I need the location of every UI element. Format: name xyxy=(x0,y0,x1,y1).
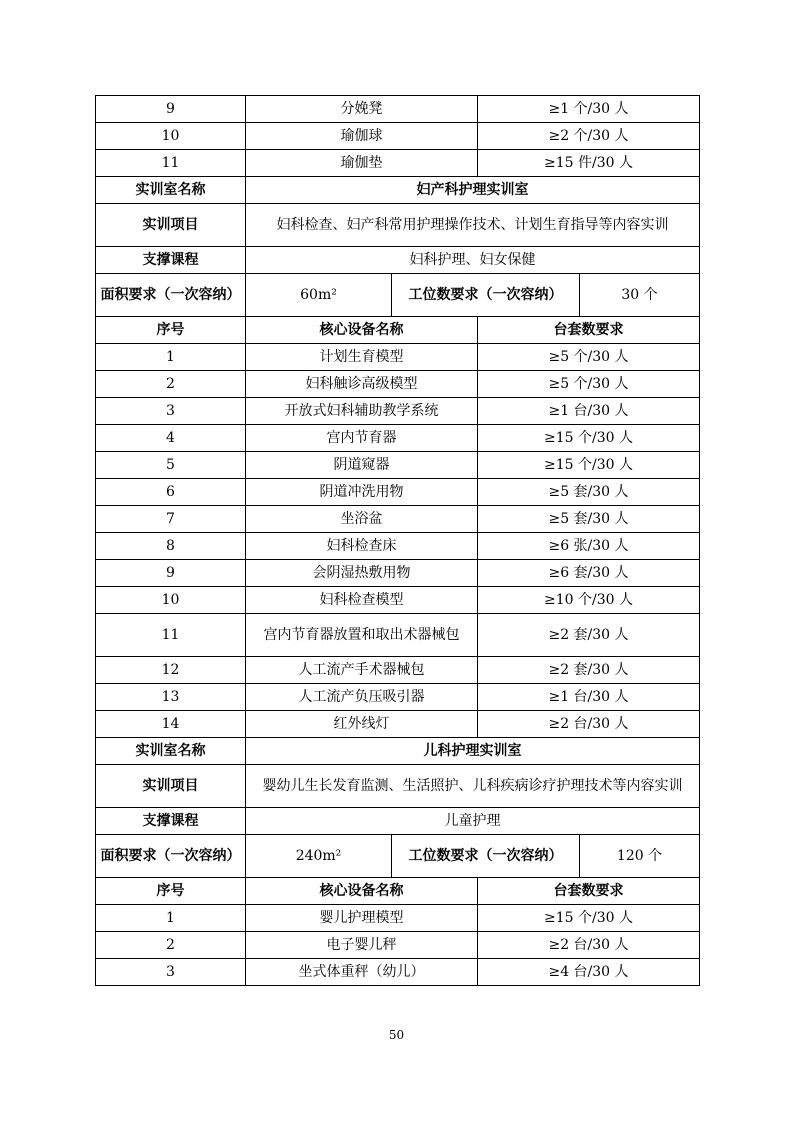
cell-qty: ≥5 个/30 人 xyxy=(478,371,700,398)
cell-device: 瑜伽垫 xyxy=(246,150,478,177)
cell-device: 瑜伽球 xyxy=(246,123,478,150)
cell-no: 3 xyxy=(96,959,246,986)
cell-device: 阴道窥器 xyxy=(246,452,478,479)
cell-qty: ≥5 个/30 人 xyxy=(478,344,700,371)
cell-no: 10 xyxy=(96,587,246,614)
area-row xyxy=(96,274,700,317)
cell-qty: ≥1 台/30 人 xyxy=(478,398,700,425)
cell-no: 5 xyxy=(96,452,246,479)
table-row xyxy=(96,371,700,398)
room-name-value: 妇产科护理实训室 xyxy=(246,177,700,204)
cell-qty: ≥5 套/30 人 xyxy=(478,479,700,506)
cell-no: 9 xyxy=(96,560,246,587)
cell-no: 1 xyxy=(96,905,246,932)
cell-qty: ≥5 套/30 人 xyxy=(478,506,700,533)
cell-device: 人工流产负压吸引器 xyxy=(246,684,478,711)
col-device-header: 核心设备名称 xyxy=(246,317,478,344)
table-row xyxy=(96,479,700,506)
workstation-label: 工位数要求（一次容纳） xyxy=(392,274,580,317)
table-row xyxy=(96,150,700,177)
header-row xyxy=(96,878,700,905)
cell-qty: ≥15 个/30 人 xyxy=(478,425,700,452)
cell-device: 妇科检查床 xyxy=(246,533,478,560)
cell-qty: ≥4 台/30 人 xyxy=(478,959,700,986)
project-row xyxy=(96,204,700,247)
cell-no: 8 xyxy=(96,533,246,560)
cell-device: 计划生育模型 xyxy=(246,344,478,371)
cell-device: 坐浴盆 xyxy=(246,506,478,533)
equipment-table xyxy=(95,95,700,986)
cell-no: 14 xyxy=(96,711,246,738)
cell-device: 电子婴儿秤 xyxy=(246,932,478,959)
room-name-row xyxy=(96,177,700,204)
workstation-label: 工位数要求（一次容纳） xyxy=(392,835,580,878)
cell-device: 开放式妇科辅助教学系统 xyxy=(246,398,478,425)
cell-device: 分娩凳 xyxy=(246,96,478,123)
table-row xyxy=(96,657,700,684)
cell-no: 12 xyxy=(96,657,246,684)
cell-qty: ≥2 套/30 人 xyxy=(478,614,700,657)
cell-device: 宫内节育器放置和取出术器械包 xyxy=(246,614,478,657)
cell-qty: ≥10 个/30 人 xyxy=(478,587,700,614)
cell-no: 1 xyxy=(96,344,246,371)
table-row xyxy=(96,425,700,452)
workstation-value: 120 个 xyxy=(580,835,700,878)
cell-no: 4 xyxy=(96,425,246,452)
cell-device: 婴儿护理模型 xyxy=(246,905,478,932)
room-name-label: 实训室名称 xyxy=(96,738,246,765)
project-label: 实训项目 xyxy=(96,765,246,808)
cell-qty: ≥2 台/30 人 xyxy=(478,711,700,738)
col-no-header: 序号 xyxy=(96,317,246,344)
table-row xyxy=(96,123,700,150)
table-row xyxy=(96,905,700,932)
table-row xyxy=(96,587,700,614)
cell-no: 13 xyxy=(96,684,246,711)
room-name-row xyxy=(96,738,700,765)
col-qty-header: 台套数要求 xyxy=(478,878,700,905)
project-row xyxy=(96,765,700,808)
cell-no: 11 xyxy=(96,614,246,657)
table-row xyxy=(96,506,700,533)
table-row xyxy=(96,932,700,959)
cell-no: 3 xyxy=(96,398,246,425)
table-row xyxy=(96,96,700,123)
room-name-label: 实训室名称 xyxy=(96,177,246,204)
table-row xyxy=(96,344,700,371)
project-value: 婴幼儿生长发育监测、生活照护、儿科疾病诊疗护理技术等内容实训 xyxy=(246,765,700,808)
project-value: 妇科检查、妇产科常用护理操作技术、计划生育指导等内容实训 xyxy=(246,204,700,247)
area-label: 面积要求（一次容纳） xyxy=(96,274,246,317)
course-label: 支撑课程 xyxy=(96,808,246,835)
cell-qty: ≥2 个/30 人 xyxy=(478,123,700,150)
table-row xyxy=(96,560,700,587)
table-row xyxy=(96,684,700,711)
cell-qty: ≥6 张/30 人 xyxy=(478,533,700,560)
room-name-value: 儿科护理实训室 xyxy=(246,738,700,765)
table-row xyxy=(96,398,700,425)
cell-no: 6 xyxy=(96,479,246,506)
cell-device: 会阴湿热敷用物 xyxy=(246,560,478,587)
col-device-header: 核心设备名称 xyxy=(246,878,478,905)
cell-qty: ≥2 套/30 人 xyxy=(478,657,700,684)
col-no-header: 序号 xyxy=(96,878,246,905)
course-value: 妇科护理、妇女保健 xyxy=(246,247,700,274)
page-number: 50 xyxy=(388,1028,405,1042)
cell-device: 阴道冲洗用物 xyxy=(246,479,478,506)
cell-no: 10 xyxy=(96,123,246,150)
cell-qty: ≥1 台/30 人 xyxy=(478,684,700,711)
course-value: 儿童护理 xyxy=(246,808,700,835)
course-row xyxy=(96,247,700,274)
cell-qty: ≥15 件/30 人 xyxy=(478,150,700,177)
cell-no: 2 xyxy=(96,932,246,959)
area-label: 面积要求（一次容纳） xyxy=(96,835,246,878)
table-row xyxy=(96,452,700,479)
cell-device: 人工流产手术器械包 xyxy=(246,657,478,684)
table-row xyxy=(96,533,700,560)
table-row xyxy=(96,959,700,986)
cell-qty: ≥2 台/30 人 xyxy=(478,932,700,959)
cell-device: 坐式体重秤（幼儿） xyxy=(246,959,478,986)
cell-qty: ≥15 个/30 人 xyxy=(478,452,700,479)
cell-no: 7 xyxy=(96,506,246,533)
cell-qty: ≥15 个/30 人 xyxy=(478,905,700,932)
workstation-value: 30 个 xyxy=(580,274,700,317)
cell-device: 宫内节育器 xyxy=(246,425,478,452)
project-label: 实训项目 xyxy=(96,204,246,247)
area-row xyxy=(96,835,700,878)
area-value: 60m² xyxy=(246,274,392,317)
table-row xyxy=(96,711,700,738)
course-row xyxy=(96,808,700,835)
cell-device: 妇科触诊高级模型 xyxy=(246,371,478,398)
course-label: 支撑课程 xyxy=(96,247,246,274)
cell-no: 9 xyxy=(96,96,246,123)
table-row xyxy=(96,614,700,657)
col-qty-header: 台套数要求 xyxy=(478,317,700,344)
cell-device: 红外线灯 xyxy=(246,711,478,738)
cell-qty: ≥6 套/30 人 xyxy=(478,560,700,587)
area-value: 240m² xyxy=(246,835,392,878)
header-row xyxy=(96,317,700,344)
cell-no: 11 xyxy=(96,150,246,177)
cell-device: 妇科检查模型 xyxy=(246,587,478,614)
cell-no: 2 xyxy=(96,371,246,398)
cell-qty: ≥1 个/30 人 xyxy=(478,96,700,123)
